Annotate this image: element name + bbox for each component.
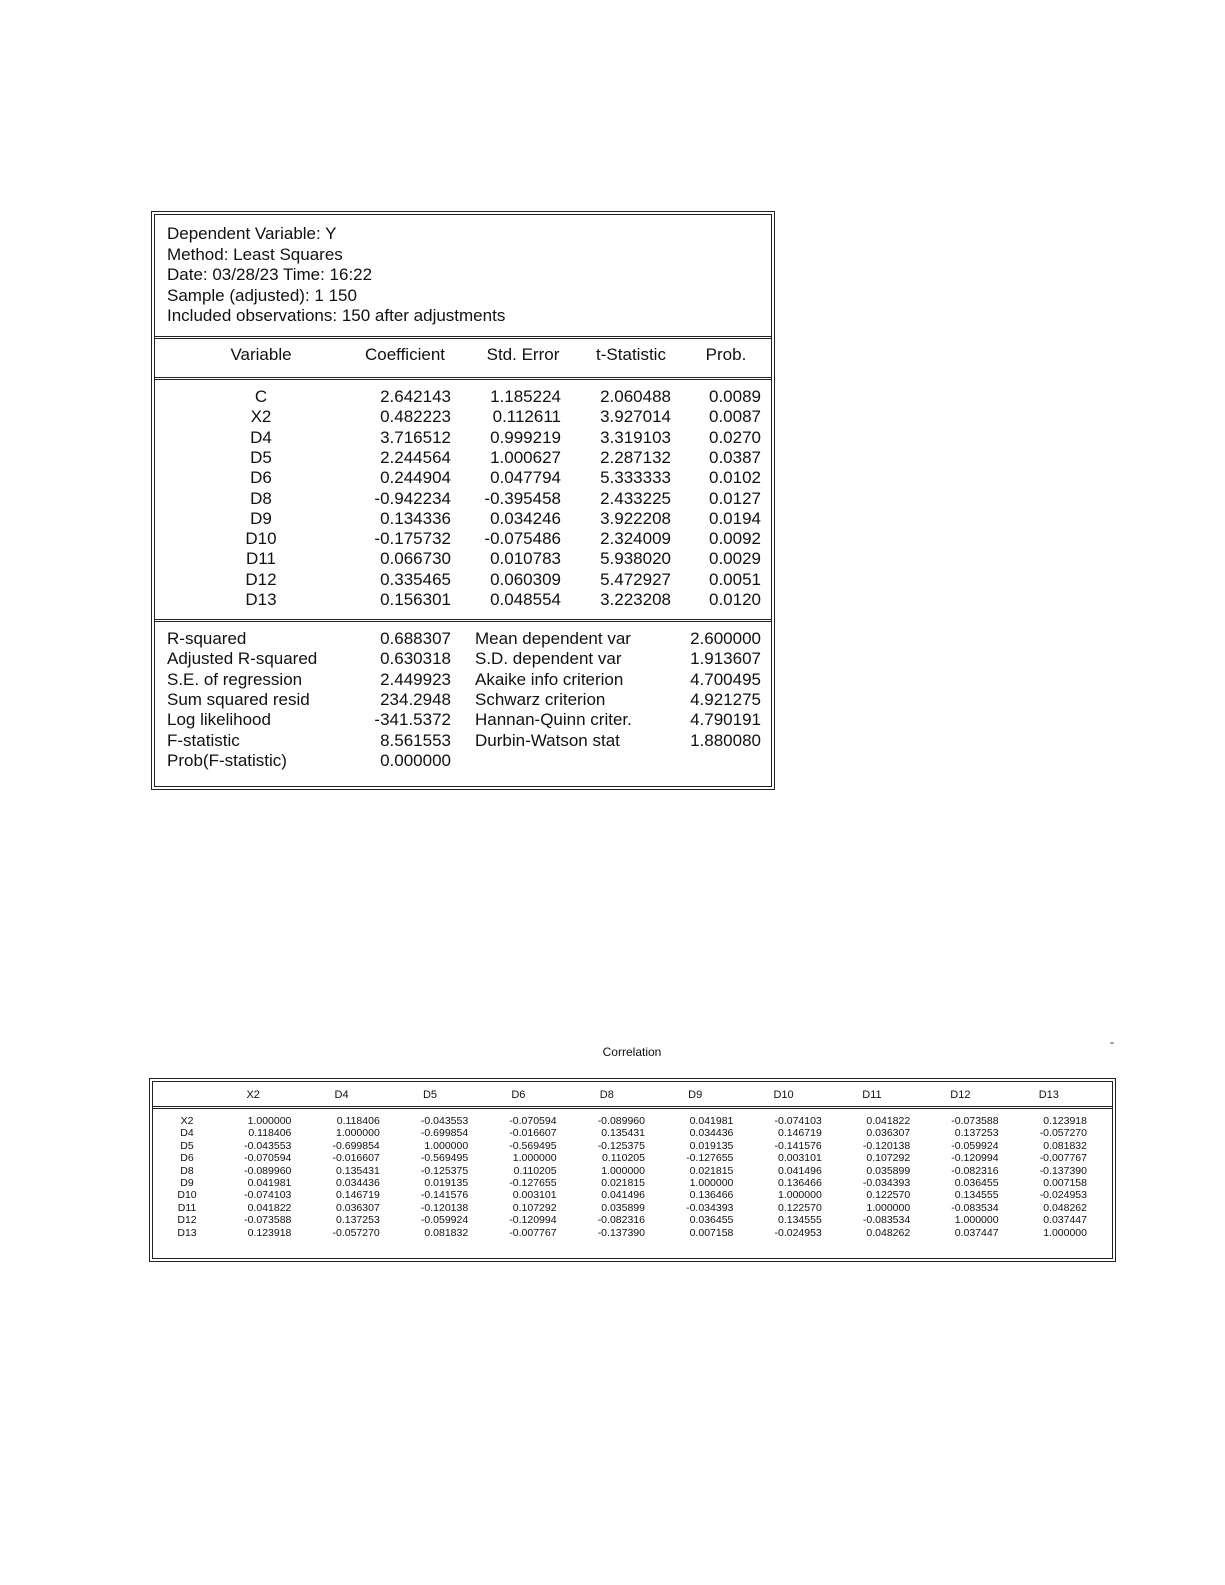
coefficient-value: 0.244904 — [380, 468, 451, 488]
header-divider — [155, 336, 771, 339]
statistics-row — [155, 751, 771, 771]
coefficient-row — [155, 448, 771, 468]
coefficient-value: -0.175732 — [374, 529, 451, 549]
correlation-value: 0.134555 — [954, 1189, 999, 1202]
column-header: t-Statistic — [596, 345, 666, 364]
correlation-value: 0.048262 — [1043, 1201, 1087, 1214]
coefficient-row — [155, 407, 771, 427]
variable-name: D10 — [245, 529, 277, 549]
correlation-column-header: D13 — [1038, 1089, 1059, 1101]
correlation-row-label: D5 — [180, 1139, 194, 1152]
correlation-value: -0.073588 — [244, 1214, 292, 1227]
coefficient-value: 0.335465 — [380, 569, 451, 589]
coefficient-value: 0.0270 — [709, 427, 761, 447]
correlation-value: 0.135431 — [601, 1127, 645, 1140]
correlation-value: -0.043553 — [420, 1115, 469, 1127]
correlation-matrix-inner — [152, 1081, 1113, 1259]
variable-name: C — [254, 387, 268, 406]
correlation-row — [153, 1152, 1112, 1164]
coefficient-value: 0.0120 — [709, 590, 761, 609]
coefficient-value: 0.066730 — [380, 549, 451, 569]
statistic-label: F-statistic — [167, 730, 240, 750]
correlation-value: 0.146719 — [777, 1127, 822, 1140]
coefficient-value: 0.0092 — [709, 529, 761, 549]
correlation-value: 0.118406 — [336, 1115, 380, 1127]
correlation-value: 0.035899 — [601, 1201, 645, 1214]
correlation-value: 0.081832 — [424, 1226, 469, 1239]
correlation-value: 1.000000 — [512, 1152, 557, 1165]
variable-name: D5 — [250, 447, 272, 467]
coefficient-value: 3.922208 — [600, 508, 671, 528]
header-line: Method: Least Squares — [167, 244, 343, 264]
coefficient-value: 0.047794 — [490, 468, 561, 488]
variable-name: X2 — [250, 407, 272, 427]
correlation-value: 0.003101 — [777, 1152, 822, 1165]
correlation-value: -0.141576 — [420, 1189, 469, 1202]
correlation-value: 0.003101 — [512, 1189, 557, 1202]
coefficient-value: 0.048554 — [490, 590, 561, 609]
correlation-value: 0.041822 — [866, 1115, 911, 1127]
correlation-value: 0.041822 — [247, 1201, 292, 1214]
coefficient-value: -0.075486 — [484, 529, 561, 549]
correlation-value: 1.000000 — [777, 1189, 822, 1202]
statistics-row — [155, 629, 771, 649]
correlation-value: 0.021815 — [689, 1164, 734, 1177]
regression-header — [167, 224, 505, 327]
coefficient-value: -0.942234 — [374, 488, 451, 508]
correlation-row — [153, 1140, 1112, 1152]
coefficient-value: 0.156301 — [380, 590, 451, 609]
coefficient-value: 0.0194 — [709, 508, 761, 528]
correlation-value: -0.089960 — [597, 1115, 645, 1127]
correlation-value: 0.034436 — [689, 1127, 734, 1140]
correlation-value: 0.019135 — [424, 1177, 469, 1189]
statistic-label: Schwarz criterion — [475, 689, 606, 709]
correlation-value: 1.000000 — [601, 1164, 645, 1177]
correlation-value: -0.034393 — [862, 1177, 911, 1189]
correlation-value: -0.043553 — [244, 1139, 292, 1152]
coefficient-value: 0.482223 — [380, 407, 451, 427]
coefficient-value: 0.0051 — [709, 569, 761, 589]
correlation-value: 0.007158 — [689, 1226, 734, 1239]
correlation-value: 0.136466 — [777, 1177, 822, 1189]
statistic-value: 0.000000 — [380, 750, 451, 770]
coefficient-row — [155, 570, 771, 590]
correlation-row — [153, 1202, 1112, 1214]
correlation-value: 0.007158 — [1043, 1177, 1087, 1189]
correlation-value: 0.107292 — [866, 1152, 911, 1165]
statistic-label: Sum squared resid — [167, 689, 310, 709]
coefficient-value: 0.0102 — [709, 468, 761, 488]
correlation-row — [153, 1177, 1112, 1189]
statistic-value: 0.630318 — [380, 649, 451, 669]
statistic-value: 234.2948 — [380, 689, 451, 709]
correlation-value: 0.081832 — [1043, 1139, 1087, 1152]
correlation-value: -0.141576 — [774, 1139, 822, 1152]
coefficient-value: 0.060309 — [490, 569, 561, 589]
correlation-value: -0.120994 — [951, 1152, 999, 1165]
correlation-value: -0.125375 — [597, 1139, 645, 1152]
coefficient-value: 5.333333 — [600, 468, 671, 488]
coefficient-value: 1.185224 — [490, 387, 561, 406]
correlation-value: 0.122570 — [866, 1189, 911, 1202]
correlation-column-header: D4 — [334, 1089, 349, 1101]
coefficient-row — [155, 387, 771, 407]
correlation-value: -0.082316 — [597, 1214, 645, 1227]
coefficient-value: 2.244564 — [380, 447, 451, 467]
correlation-value: 0.146719 — [335, 1189, 380, 1202]
correlation-value: -0.083534 — [951, 1201, 999, 1214]
coefficient-row — [155, 529, 771, 549]
statistic-label: Mean dependent var — [475, 629, 631, 648]
correlation-value: -0.569495 — [509, 1139, 557, 1152]
correlation-value: -0.057270 — [1039, 1127, 1087, 1140]
correlation-value: 0.036307 — [866, 1127, 911, 1140]
correlation-value: -0.024953 — [1039, 1189, 1087, 1202]
statistic-value: 4.700495 — [690, 669, 761, 689]
statistics-row — [155, 670, 771, 690]
coefficient-value: -0.395458 — [484, 488, 561, 508]
coefficient-row — [155, 428, 771, 448]
correlation-column-header: D9 — [688, 1089, 703, 1101]
correlation-value: -0.137390 — [1039, 1164, 1087, 1177]
correlation-value: -0.007767 — [1039, 1152, 1087, 1165]
correlation-value: -0.120138 — [420, 1201, 469, 1214]
correlation-value: 1.000000 — [247, 1115, 292, 1127]
statistic-label: Adjusted R-squared — [167, 649, 318, 669]
correlation-value: -0.074103 — [244, 1189, 292, 1202]
statistics-row — [155, 649, 771, 669]
statistic-label: S.E. of regression — [167, 669, 303, 689]
coefficient-value: 3.927014 — [600, 407, 671, 427]
variable-name: D9 — [250, 508, 272, 528]
correlation-value: -0.059924 — [420, 1214, 469, 1227]
coefficient-value: 0.0087 — [709, 407, 761, 427]
coefficient-row — [155, 509, 771, 529]
correlation-value: -0.057270 — [332, 1226, 380, 1239]
statistics-row — [155, 710, 771, 730]
statistic-label: Log likelihood — [167, 710, 271, 730]
statistic-value: 2.600000 — [690, 629, 761, 648]
coefficient-value: 0.0387 — [709, 447, 761, 467]
correlation-row-label: D9 — [180, 1177, 194, 1189]
coefficient-value: 3.319103 — [600, 427, 671, 447]
correlation-value: 0.107292 — [512, 1201, 557, 1214]
correlation-value: 0.137253 — [954, 1127, 999, 1140]
correlation-row — [153, 1189, 1112, 1201]
correlation-value: 0.036455 — [954, 1177, 999, 1189]
correlation-row-label: D13 — [177, 1226, 197, 1239]
column-header: Variable — [230, 345, 292, 364]
statistic-value: 4.921275 — [690, 689, 761, 709]
correlation-value: 0.037447 — [954, 1226, 999, 1239]
correlation-value: -0.569495 — [420, 1152, 469, 1165]
header-line: Date: 03/28/23 Time: 16:22 — [167, 265, 373, 284]
correlation-value: 0.136466 — [689, 1189, 734, 1202]
header-line: Included observations: 150 after adjustments — [167, 306, 506, 325]
correlation-value: -0.007767 — [509, 1226, 557, 1239]
correlation-value: 0.041496 — [777, 1164, 822, 1177]
correlation-value: 1.000000 — [866, 1201, 911, 1214]
correlation-value: -0.127655 — [686, 1152, 734, 1165]
statistics-row — [155, 731, 771, 751]
correlation-column-header: D8 — [599, 1089, 614, 1101]
statistic-value: 2.449923 — [380, 669, 451, 689]
correlation-value: 0.041981 — [247, 1177, 292, 1189]
correlation-value: 0.123918 — [247, 1226, 292, 1239]
correlation-value: 0.134555 — [777, 1214, 822, 1227]
regression-output-inner — [154, 214, 772, 787]
correlation-row-label: D8 — [180, 1164, 194, 1177]
correlation-value: 0.110205 — [601, 1152, 645, 1165]
column-header-divider — [155, 377, 771, 380]
regression-output-table — [151, 211, 775, 790]
coefficient-value: 2.433225 — [600, 488, 671, 508]
coefficient-value: 1.000627 — [490, 447, 561, 467]
coefficient-value: 0.0029 — [709, 549, 761, 569]
correlation-value: 1.000000 — [689, 1177, 734, 1189]
coefficient-value: 3.716512 — [380, 427, 451, 447]
correlation-value: 0.048262 — [866, 1226, 911, 1239]
statistic-label: Hannan-Quinn criter. — [475, 710, 632, 730]
correlation-value: -0.024953 — [774, 1226, 822, 1239]
statistics-row — [155, 690, 771, 710]
correlation-value: 0.037447 — [1043, 1214, 1087, 1227]
variable-name: D4 — [250, 427, 272, 447]
correlation-row-label: D6 — [180, 1152, 194, 1165]
correlation-row-label: D11 — [177, 1201, 197, 1214]
correlation-value: 0.041981 — [689, 1115, 734, 1127]
correlation-value: 1.000000 — [954, 1214, 999, 1227]
variable-name: D13 — [245, 590, 277, 609]
statistic-label: S.D. dependent var — [475, 649, 622, 669]
coefficient-value: 0.034246 — [490, 508, 561, 528]
correlation-value: 1.000000 — [1043, 1226, 1087, 1239]
coefficient-value: 2.287132 — [600, 447, 671, 467]
correlation-value: 0.036307 — [335, 1201, 380, 1214]
variable-name: D12 — [245, 569, 277, 589]
correlation-value: -0.070594 — [244, 1152, 292, 1165]
correlation-row-label: X2 — [180, 1115, 194, 1127]
coefficient-value: 0.0089 — [709, 387, 761, 406]
correlation-row — [153, 1227, 1112, 1239]
coefficient-value: 2.642143 — [380, 387, 451, 406]
correlation-value: -0.137390 — [597, 1226, 645, 1239]
coefficient-row — [155, 468, 771, 488]
coefficient-row — [155, 489, 771, 509]
coefficient-value: 3.223208 — [600, 590, 671, 609]
correlation-value: 0.041496 — [601, 1189, 645, 1202]
correlation-value: -0.083534 — [862, 1214, 911, 1227]
statistic-label: Durbin-Watson stat — [475, 730, 620, 750]
coefficient-value: 0.999219 — [490, 427, 561, 447]
correlation-value: -0.089960 — [244, 1164, 292, 1177]
coefficient-value: 0.112611 — [492, 407, 561, 427]
column-header: Prob. — [705, 345, 747, 364]
correlation-value: 0.021815 — [601, 1177, 645, 1189]
variable-name: D11 — [246, 549, 276, 569]
coefficient-value: 2.060488 — [600, 387, 671, 406]
correlation-row — [153, 1115, 1112, 1127]
correlation-column-header: D12 — [950, 1089, 971, 1101]
statistic-value: -341.5372 — [374, 710, 451, 730]
header-line: Dependent Variable: Y — [167, 224, 337, 243]
statistic-label: Akaike info criterion — [475, 669, 624, 689]
correlation-row — [153, 1214, 1112, 1226]
correlation-value: 0.019135 — [689, 1139, 734, 1152]
correlation-value: -0.127655 — [509, 1177, 557, 1189]
correlation-row-label: D4 — [180, 1127, 194, 1140]
coefficient-value: 2.324009 — [600, 529, 671, 549]
column-header: Std. Error — [486, 345, 560, 364]
correlation-column-header: D11 — [862, 1089, 882, 1101]
correlation-column-header: D5 — [422, 1089, 438, 1101]
coefficient-value: 5.938020 — [600, 549, 671, 569]
correlation-column-header: X2 — [246, 1089, 260, 1101]
corner-mark: - — [1110, 1035, 1114, 1049]
correlation-row — [153, 1127, 1112, 1139]
header-line: Sample (adjusted): 1 150 — [167, 285, 357, 305]
correlation-value: 1.000000 — [424, 1139, 469, 1152]
correlation-matrix — [149, 1078, 1116, 1262]
correlation-value: 0.123918 — [1043, 1115, 1087, 1127]
coefficient-value: 0.134336 — [380, 508, 451, 528]
statistic-value: 0.688307 — [380, 629, 451, 648]
variable-name: D6 — [250, 468, 272, 488]
correlation-row-label: D12 — [177, 1214, 197, 1227]
coefficient-row — [155, 590, 771, 610]
variable-name: D8 — [250, 488, 272, 508]
correlation-row — [153, 1165, 1112, 1177]
correlation-value: -0.120994 — [509, 1214, 557, 1227]
statistic-label: Prob(F-statistic) — [167, 750, 287, 770]
correlation-value: -0.016607 — [509, 1127, 557, 1140]
correlation-value: -0.074103 — [774, 1115, 822, 1127]
correlation-value: -0.016607 — [332, 1152, 380, 1165]
correlation-value: -0.699854 — [420, 1127, 469, 1140]
correlation-value: -0.082316 — [951, 1164, 999, 1177]
coefficient-value: 5.472927 — [600, 569, 671, 589]
correlation-row-label: D10 — [177, 1189, 197, 1202]
correlation-value: -0.059924 — [951, 1139, 999, 1152]
statistic-label: R-squared — [167, 629, 247, 648]
correlation-value: -0.120138 — [862, 1139, 911, 1152]
correlation-value: -0.699854 — [332, 1139, 380, 1152]
correlation-value: 0.122570 — [777, 1201, 822, 1214]
coefficient-value: 0.0127 — [709, 488, 761, 508]
correlation-title: Correlation — [602, 1045, 662, 1059]
correlation-value: -0.073588 — [951, 1115, 999, 1127]
correlation-value: -0.034393 — [686, 1201, 734, 1214]
correlation-value: 0.034436 — [335, 1177, 380, 1189]
correlation-value: -0.125375 — [420, 1164, 469, 1177]
correlation-value: 0.118406 — [248, 1127, 292, 1140]
correlation-value: 0.110205 — [513, 1164, 557, 1177]
column-header: Coefficient — [364, 345, 445, 364]
correlation-value: 0.035899 — [866, 1164, 911, 1177]
correlation-value: 1.000000 — [335, 1127, 380, 1140]
correlation-value: 0.137253 — [335, 1214, 380, 1227]
coefficient-value: 0.010783 — [490, 549, 561, 569]
correlation-header-divider — [153, 1106, 1112, 1109]
correlation-column-header: D10 — [773, 1089, 794, 1101]
statistic-value: 8.561553 — [380, 730, 451, 750]
correlation-value: 0.036455 — [689, 1214, 734, 1227]
correlation-column-headers — [153, 1089, 1112, 1104]
statistic-value: 1.913607 — [690, 649, 761, 669]
coefficient-divider — [155, 619, 771, 622]
statistic-value: 1.880080 — [690, 730, 761, 750]
coefficient-row — [155, 549, 771, 569]
correlation-column-header: D6 — [511, 1089, 526, 1101]
correlation-value: 0.135431 — [335, 1164, 380, 1177]
correlation-value: -0.070594 — [509, 1115, 557, 1127]
statistic-value: 4.790191 — [690, 710, 761, 730]
